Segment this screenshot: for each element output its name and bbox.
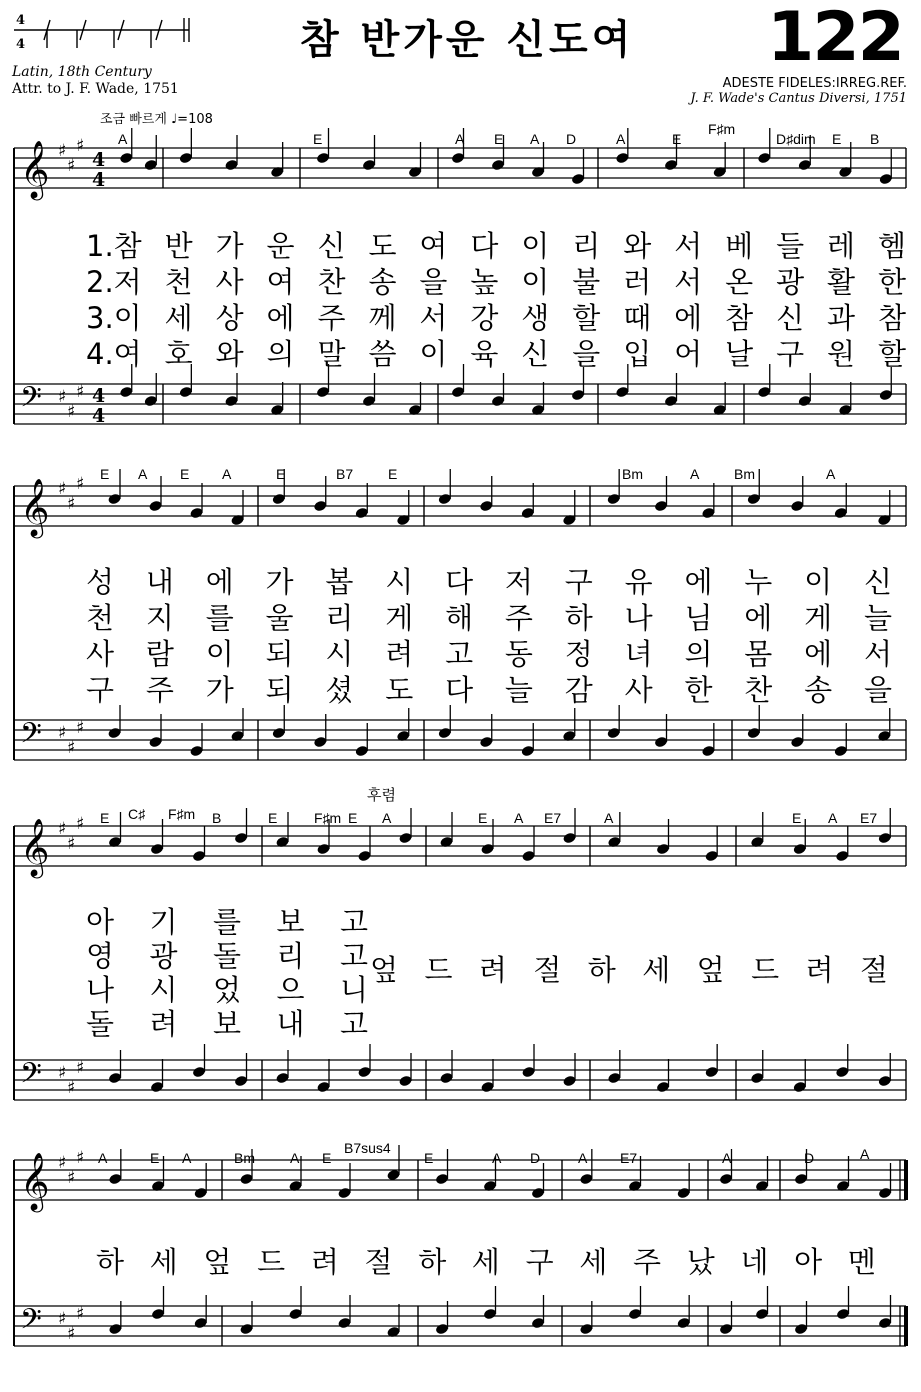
syllable: 한 [684, 673, 713, 707]
syllable: 운 [266, 229, 295, 263]
syllable: 이 [521, 265, 550, 299]
sharp-icon: ♯ [67, 402, 76, 422]
syllable: 송 [804, 673, 833, 707]
svg-text:4: 4 [16, 37, 26, 52]
syllable: 가 [205, 673, 234, 707]
syllable: 할 [877, 337, 906, 371]
syllable: 신 [863, 565, 892, 599]
syllable: 드 [257, 1245, 286, 1279]
chord: A [578, 1150, 588, 1166]
syllable: 하 [96, 1245, 125, 1279]
bass-clef-icon: 𝄢 [20, 381, 42, 421]
syllable: 와 [623, 229, 652, 263]
syllable: 하 [418, 1245, 447, 1279]
syllable: 서 [674, 265, 703, 299]
syllable: 도 [385, 673, 414, 707]
syllable: 를 [212, 905, 241, 939]
syllable: 내 [276, 1007, 305, 1041]
sharp-icon: ♯ [67, 494, 76, 514]
syllable: 네 [740, 1245, 769, 1279]
syllable: 생 [521, 301, 550, 335]
syllable: 들 [776, 229, 805, 263]
syllable: 사 [86, 637, 115, 671]
chord: A [826, 466, 836, 482]
syllable: 에 [744, 601, 773, 635]
syllable: 주 [317, 301, 346, 335]
sharp-icon: ♯ [67, 738, 76, 758]
syllable: 이 [205, 637, 234, 671]
syllable: 려 [385, 637, 414, 671]
refrain-line-2 [96, 1240, 876, 1281]
verse-3-line-1 [86, 296, 906, 337]
text-source: Latin, 18th Century [12, 64, 152, 80]
syllable: 내 [145, 565, 174, 599]
syllable: 광 [149, 939, 178, 973]
syllable: 에 [205, 565, 234, 599]
syllable: 도 [368, 229, 397, 263]
verse-2-line-1 [86, 260, 906, 301]
chord: E [348, 810, 358, 826]
syllable: 베 [725, 229, 754, 263]
syllable: 와 [215, 337, 244, 371]
verse-4-line-2 [86, 668, 892, 709]
syllable: 서 [863, 637, 892, 671]
hymn-number: 122 [767, 0, 903, 77]
syllable: 헴 [877, 229, 906, 263]
chord: A [616, 131, 626, 147]
chord: A [722, 1150, 732, 1166]
syllable: 입 [623, 337, 652, 371]
syllable: 엎 [370, 953, 399, 987]
syllable: 세 [579, 1245, 608, 1279]
syllable: 서 [419, 301, 448, 335]
chord: B7sus4 [344, 1140, 391, 1156]
chord: E [672, 131, 682, 147]
sharp-icon: ♯ [58, 387, 67, 407]
chord: B [870, 131, 880, 147]
chord: D [566, 131, 577, 147]
chord: D [804, 1150, 815, 1166]
syllable: 구 [776, 337, 805, 371]
chord: A [828, 810, 838, 826]
syllable: 셨 [325, 673, 354, 707]
chord: Bm [622, 466, 643, 482]
verse-1-line-1 [86, 224, 906, 265]
syllable: 할 [572, 301, 601, 335]
syllable: 어 [674, 337, 703, 371]
chord: E [150, 1150, 160, 1166]
syllable: 주 [504, 601, 533, 635]
syllable: 되 [265, 637, 294, 671]
chord: E [276, 466, 286, 482]
syllable: 한 [877, 265, 906, 299]
syllable: 때 [623, 301, 652, 335]
chord: D [530, 1150, 541, 1166]
chord: E [792, 810, 802, 826]
syllable: 께 [368, 301, 397, 335]
chord: F♯m [708, 121, 736, 137]
chord: A [514, 810, 524, 826]
syllable: 구 [525, 1245, 554, 1279]
syllable: 나 [86, 973, 115, 1007]
syllable: 아 [86, 905, 115, 939]
syllable: 강 [470, 301, 499, 335]
sharp-icon: ♯ [67, 1078, 76, 1098]
chord: B7 [336, 466, 354, 482]
syllable: 유 [624, 565, 653, 599]
syllable: 났 [686, 1245, 715, 1279]
syllable: 보 [276, 905, 305, 939]
syllable: 늘 [863, 601, 892, 635]
chord: F♯m [314, 810, 342, 826]
syllable: 에 [674, 301, 703, 335]
syllable: 사 [624, 673, 653, 707]
time-signature: 4 [92, 405, 106, 427]
syllable: 었 [212, 973, 241, 1007]
tempo-marking: 조금 빠르게 ♩=108 [100, 112, 213, 127]
chord: E [313, 131, 323, 147]
syllable: 을 [419, 265, 448, 299]
syllable: 게 [385, 601, 414, 635]
syllable: 에 [266, 301, 295, 335]
time-signature: 4 [92, 385, 106, 407]
syllable: 저 [504, 565, 533, 599]
sharp-icon: ♯ [58, 1153, 67, 1173]
bass-clef-icon: 𝄢 [20, 1303, 42, 1343]
sharp-icon: ♯ [76, 382, 85, 402]
syllable: 찬 [744, 673, 773, 707]
treble-clef-icon: 𝄞 [20, 478, 50, 536]
syllable: 나 [624, 601, 653, 635]
syllable: 신 [521, 337, 550, 371]
syllable: 누 [744, 565, 773, 599]
chord: A [455, 131, 465, 147]
chord: E [268, 810, 278, 826]
syllable: 의 [266, 337, 295, 371]
syllable: 주 [633, 1245, 662, 1279]
chord: E [100, 810, 110, 826]
syllable: 송 [368, 265, 397, 299]
syllable: 니 [339, 973, 368, 1007]
chord: B [212, 810, 222, 826]
sharp-icon: ♯ [76, 1304, 85, 1324]
syllable: 3.이 [86, 301, 142, 335]
syllable: 감 [564, 673, 593, 707]
syllable: 울 [265, 601, 294, 635]
syllable: 활 [827, 265, 856, 299]
syllable: 보 [212, 1007, 241, 1041]
syllable: 을 [572, 337, 601, 371]
syllable: 몸 [744, 637, 773, 671]
syllable: 천 [164, 265, 193, 299]
syllable: 고 [339, 1007, 368, 1041]
verse-1-line-2 [86, 560, 892, 601]
syllable: 에 [804, 637, 833, 671]
syllable: 육 [470, 337, 499, 371]
syllable: 반 [164, 229, 193, 263]
sharp-icon: ♯ [67, 1168, 76, 1188]
syllable: 원 [827, 337, 856, 371]
syllable: 엎 [696, 953, 725, 987]
syllable: 멘 [847, 1245, 876, 1279]
sharp-icon: ♯ [67, 834, 76, 854]
syllable: 구 [86, 673, 115, 707]
syllable: 돌 [86, 1007, 115, 1041]
syllable: 려 [310, 1245, 339, 1279]
syllable: 광 [776, 265, 805, 299]
chord: E [832, 131, 842, 147]
syllable: 세 [164, 301, 193, 335]
syllable: 레 [827, 229, 856, 263]
syllable: 호 [164, 337, 193, 371]
hymn-title: 참 반가운 신도여 [300, 17, 635, 63]
tune-source: J. F. Wade's Cantus Diversi, 1751 [690, 91, 907, 106]
syllable: 참 [877, 301, 906, 335]
chord: A [138, 466, 148, 482]
chorus-label: 후렴 [367, 786, 396, 804]
syllable: 를 [205, 601, 234, 635]
syllable: 과 [827, 301, 856, 335]
chord: A [118, 131, 128, 147]
chord: E [180, 466, 190, 482]
sharp-icon: ♯ [58, 1309, 67, 1329]
chord: E7 [620, 1150, 638, 1166]
syllable: 이 [521, 229, 550, 263]
syllable: 아 [794, 1245, 823, 1279]
syllable: 리 [276, 939, 305, 973]
syllable: 참 [725, 301, 754, 335]
syllable: 높 [470, 265, 499, 299]
syllable: 시 [325, 637, 354, 671]
syllable: 상 [215, 301, 244, 335]
sharp-icon: ♯ [76, 1148, 85, 1168]
syllable: 리 [572, 229, 601, 263]
syllable: 신 [776, 301, 805, 335]
chord: A [860, 1146, 870, 1162]
refrain-line-1 [370, 948, 888, 989]
syllable: 지 [145, 601, 174, 635]
syllable: 으 [276, 973, 305, 1007]
time-signature: 4 [92, 149, 106, 171]
sharp-icon: ♯ [67, 1324, 76, 1344]
syllable: 정 [564, 637, 593, 671]
bass-clef-icon: 𝄢 [20, 1057, 42, 1097]
chord: E7 [860, 810, 878, 826]
syllable: 려 [149, 1007, 178, 1041]
treble-clef-icon: 𝄞 [20, 818, 50, 876]
syllable: 의 [684, 637, 713, 671]
syllable: 1.참 [86, 229, 142, 263]
syllable: 러 [623, 265, 652, 299]
syllable: 씀 [368, 337, 397, 371]
syllable: 다 [470, 229, 499, 263]
syllable: 려 [478, 953, 507, 987]
syllable: 되 [265, 673, 294, 707]
tune-name: ADESTE FIDELES:IRREG.REF. [722, 76, 907, 91]
syllable: 영 [86, 939, 115, 973]
syllable: 구 [564, 565, 593, 599]
chord: A [530, 131, 540, 147]
syllable: 절 [859, 953, 888, 987]
syllable: 가 [215, 229, 244, 263]
syllable: 고 [339, 905, 368, 939]
chord: D♯dim [776, 131, 816, 147]
syllable: 동 [504, 637, 533, 671]
verse-4-line-3 [86, 1002, 368, 1043]
syllable: 날 [725, 337, 754, 371]
sharp-icon: ♯ [58, 141, 67, 161]
chord: E [424, 1150, 434, 1166]
syllable: 다 [445, 565, 474, 599]
syllable: 세 [149, 1245, 178, 1279]
syllable: 시 [385, 565, 414, 599]
syllable: 려 [805, 953, 834, 987]
syllable: 여 [419, 229, 448, 263]
syllable: 서 [674, 229, 703, 263]
syllable: 이 [419, 337, 448, 371]
syllable: 온 [725, 265, 754, 299]
chord: A [492, 1150, 502, 1166]
syllable: 주 [145, 673, 174, 707]
syllable: 말 [317, 337, 346, 371]
syllable: 세 [471, 1245, 500, 1279]
syllable: 성 [86, 565, 115, 599]
attribution: Attr. to J. F. Wade, 1751 [12, 81, 179, 97]
chord: A [382, 810, 392, 826]
syllable: 절 [533, 953, 562, 987]
chord: A [604, 810, 614, 826]
syllable: 신 [317, 229, 346, 263]
syllable: 기 [149, 905, 178, 939]
syllable: 님 [684, 601, 713, 635]
chord: E [494, 131, 504, 147]
chord: E [322, 1150, 332, 1166]
chord: C♯ [128, 806, 146, 822]
syllable: 가 [265, 565, 294, 599]
chord: E [478, 810, 488, 826]
syllable: 해 [445, 601, 474, 635]
syllable: 봅 [325, 565, 354, 599]
syllable: 이 [804, 565, 833, 599]
chord: A [182, 1150, 192, 1166]
syllable: 고 [445, 637, 474, 671]
chord: A [690, 466, 700, 482]
treble-clef-icon: 𝄞 [20, 140, 50, 198]
sharp-icon: ♯ [76, 814, 85, 834]
verse-4-line-1 [86, 332, 906, 373]
sharp-icon: ♯ [76, 136, 85, 156]
syllable: 절 [364, 1245, 393, 1279]
syllable: 늘 [504, 673, 533, 707]
sharp-icon: ♯ [58, 819, 67, 839]
syllable: 녀 [624, 637, 653, 671]
syllable: 돌 [212, 939, 241, 973]
chord: Bm [734, 466, 755, 482]
syllable: 찬 [317, 265, 346, 299]
syllable: 하 [587, 953, 616, 987]
syllable: 천 [86, 601, 115, 635]
chord: E7 [544, 810, 562, 826]
sharp-icon: ♯ [67, 156, 76, 176]
syllable: 리 [325, 601, 354, 635]
sharp-icon: ♯ [76, 1058, 85, 1078]
syllable: 사 [215, 265, 244, 299]
chord: E [100, 466, 110, 482]
syllable: 드 [424, 953, 453, 987]
bass-clef-icon: 𝄢 [20, 717, 42, 757]
sharp-icon: ♯ [58, 1063, 67, 1083]
syllable: 여 [266, 265, 295, 299]
syllable: 에 [684, 565, 713, 599]
verse-2-line-2 [86, 596, 892, 637]
verse-3-line-2 [86, 632, 892, 673]
chord: A [290, 1150, 300, 1166]
chord: A [222, 466, 232, 482]
chord: A [98, 1150, 108, 1166]
syllable: 을 [863, 673, 892, 707]
syllable: 람 [145, 637, 174, 671]
syllable: 엎 [203, 1245, 232, 1279]
sharp-icon: ♯ [76, 474, 85, 494]
syllable: 게 [804, 601, 833, 635]
syllable: 드 [751, 953, 780, 987]
chord: E [388, 466, 398, 482]
syllable: 4.여 [86, 337, 142, 371]
svg-text:4: 4 [16, 13, 26, 28]
sharp-icon: ♯ [58, 723, 67, 743]
syllable: 고 [339, 939, 368, 973]
syllable: 불 [572, 265, 601, 299]
sharp-icon: ♯ [58, 479, 67, 499]
syllable: 시 [149, 973, 178, 1007]
syllable: 세 [642, 953, 671, 987]
time-signature: 4 [92, 169, 106, 191]
chord: F♯m [168, 806, 196, 822]
sharp-icon: ♯ [76, 718, 85, 738]
syllable: 2.저 [86, 265, 142, 299]
chord: Bm [234, 1150, 255, 1166]
syllable: 다 [445, 673, 474, 707]
syllable: 하 [564, 601, 593, 635]
treble-clef-icon: 𝄞 [20, 1152, 50, 1210]
